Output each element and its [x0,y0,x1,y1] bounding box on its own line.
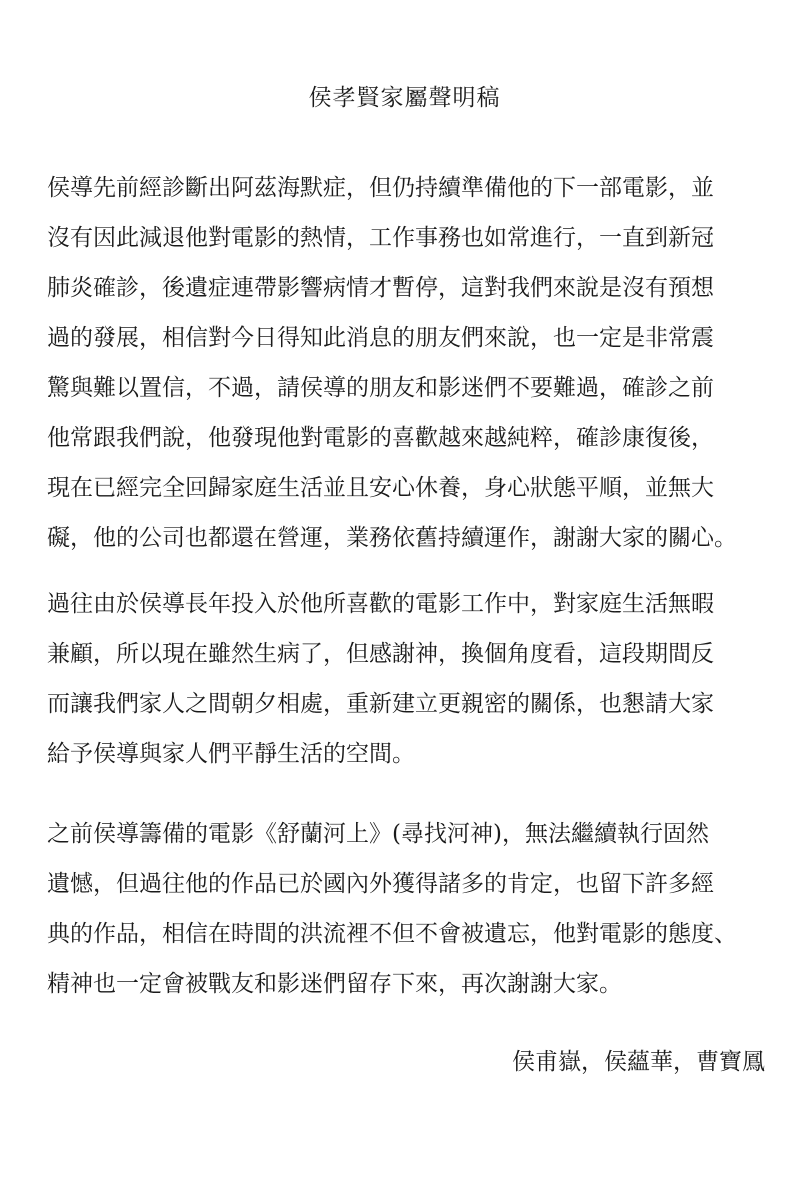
paragraph-line: 他常跟我們說，他發現他對電影的喜歡越來越純粹，確診康復後， [47,425,714,451]
paragraph-3 [47,809,769,1009]
paragraph-line: 驚與難以置信，不過，請侯導的朋友和影迷們不要難過，確診之前 [47,375,714,401]
paragraph-1 [47,163,769,563]
paragraph-line: 現在已經完全回歸家庭生活並且安心休養，身心狀態平順，並無大 [47,475,714,501]
paragraph-line: 礙，他的公司也都還在營運，業務依舊持續運作，謝謝大家的關心。 [47,525,737,551]
paragraph-line: 兼顧，所以現在雖然生病了，但感謝神，換個角度看，這段期間反 [47,641,714,667]
paragraph-2 [47,579,769,779]
document-title: 侯孝賢家屬聲明稿 [308,85,501,111]
paragraph-line: 典的作品，相信在時間的洪流裡不但不會被遺忘，他對電影的態度、 [47,921,737,947]
paragraph-line: 遺憾，但過往他的作品已於國內外獲得諸多的肯定，也留下許多經 [47,871,714,897]
paragraph-line: 給予侯導與家人們平靜生活的空間。 [47,741,415,767]
paragraph-line: 沒有因此減退他對電影的熱情，工作事務也如常進行，一直到新冠 [47,225,714,251]
paragraph-line: 之前侯導籌備的電影《舒蘭河上》(尋找河神)，無法繼續執行固然 [47,821,709,847]
paragraph-line: 而讓我們家人之間朝夕相處，重新建立更親密的關係，也懇請大家 [47,691,714,717]
paragraph-line: 精神也一定會被戰友和影迷們留存下來，再次謝謝大家。 [47,971,622,997]
paragraph-line: 侯導先前經診斷出阿茲海默症，但仍持續準備他的下一部電影，並 [47,175,714,201]
paragraph-line: 過往由於侯導長年投入於他所喜歡的電影工作中，對家庭生活無暇 [47,591,714,617]
paragraph-line: 過的發展，相信對今日得知此消息的朋友們來說，也一定是非常震 [47,325,714,351]
signature: 侯甫嶽，侯蘊華，曹寶鳳 [512,1049,765,1075]
paragraph-line: 肺炎確診，後遺症連帶影響病情才暫停，這對我們來說是沒有預想 [47,275,714,301]
